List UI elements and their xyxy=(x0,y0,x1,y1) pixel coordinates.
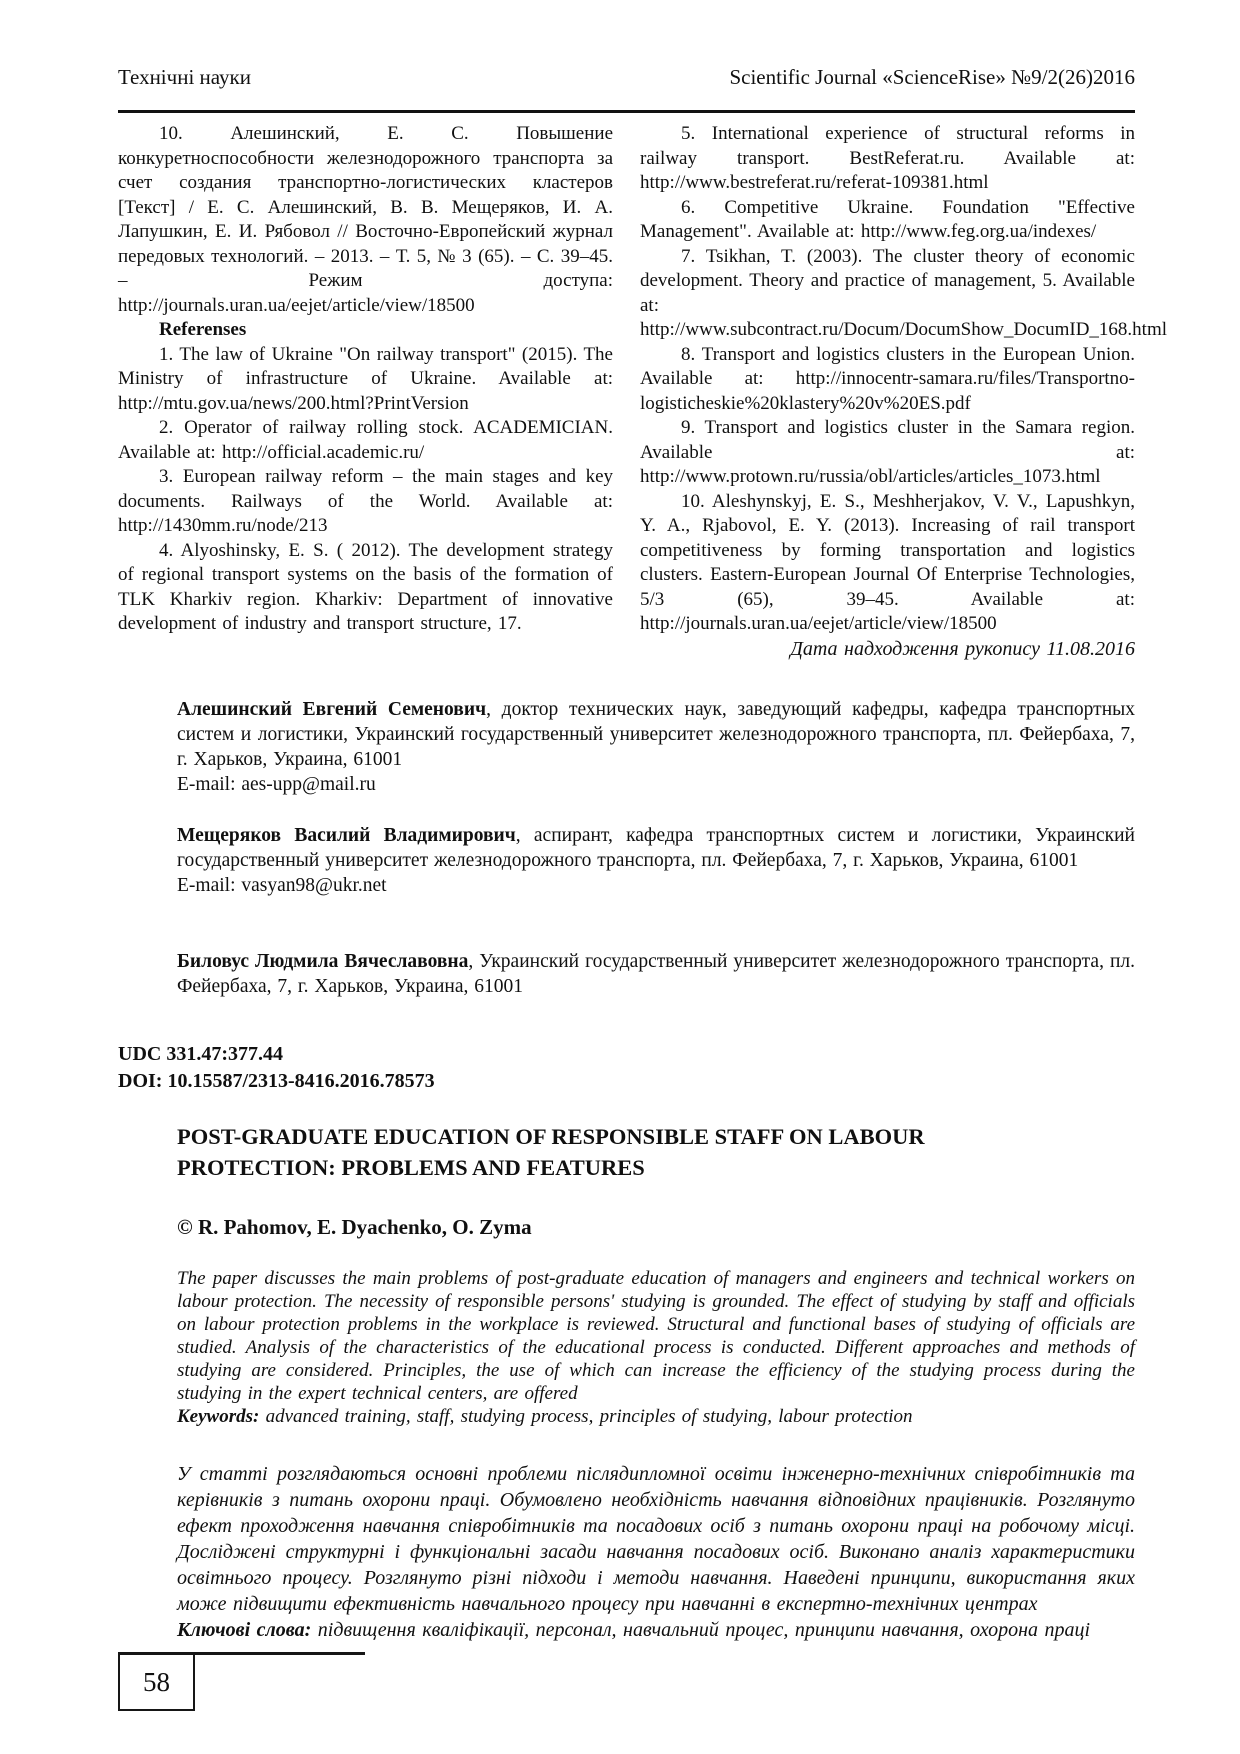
author-affiliation-1: , доктор технических наук, заведующий кафедры, кафедра транспортных систем и логистики, Украинский государственный университет железнодорожного транспорта, пл. Фейербаха, 7, г. Харьков, Украина, 61001 xyxy=(177,699,1135,770)
reference-item-ru-10: 10. Алешинский, Е. С. Повышение конкуретноспособности железнодорожного транспорта за счет создания транспортно-логистических кластеров [Текст] / Е. С. Алешинский, В. В. Мещеряков, И. А. Лапушкин, Е. И. Рябовол // Восточно-Европейский журнал передовых технологий. – 2013. – Т. 5, № 3 (65). – С. 39–45. – Режим доступа: http://journals.uran.ua/eejet/article/view/18500 xyxy=(118,123,613,316)
author-name-3: Биловус Людмила Вячеславовна xyxy=(177,951,469,972)
reference-item-6: 6. Competitive Ukraine. Foundation "Effective Management". Available at: http://www.feg.org.ua/indexes/ xyxy=(640,196,1135,242)
references-heading: Referenses xyxy=(159,319,247,340)
references-column-right xyxy=(640,122,1168,661)
page-header xyxy=(118,64,1135,113)
doi-code: DOI: 10.15587/2313-8416.2016.78573 xyxy=(118,1070,435,1092)
udc-code: UDC 331.47:377.44 xyxy=(118,1043,283,1065)
reference-item-8: 8. Transport and logistics clusters in the European Union. Available at: http://innocentr-samara.ru/files/Transportno-logisticheskie%20klastery%20v%20ES.pdf xyxy=(640,343,1135,414)
author-affiliation-2: , аспирант, кафедра транспортных систем и логистики, Украинский государственный университет железнодорожного транспорта, пл. Фейербаха, 7, г. Харьков, Украина, 61001 xyxy=(177,825,1135,871)
references-columns xyxy=(118,122,1168,661)
abstract-english-text: The paper discusses the main problems of post-graduate education of managers and engineers and technical workers on labour protection. The necessity of responsible persons' studying is grounded. The effect of studying by staff and officials on labour protection problems in the workplace is reviewed. Structural and functional bases of studying of officials are studied. Analysis of the characteristics of the educational process is conducted. Different approaches and methods of studying are considered. Principles, the use of which can increase the efficiency of the studying process during the studying in the expert technical centers, are offered xyxy=(177,1268,1135,1404)
author-block-2 xyxy=(177,823,1135,923)
abstract-ukrainian-text: У статті розглядаються основні проблеми післядипломної освіти інженерно-технічних співробітників та керівників з питань охорони праці. Обумовлено необхідність навчання відповідних працівників. Розглянуто ефект проходження навчання співробітників та посадових осіб з питань охорони праці на робочому місці. Досліджені структурні і функціональні засади навчання посадових осіб. Виконано аналіз характеристики освітнього процесу. Розглянуто різні підходи і методи навчання. Наведені принципи, використання яких може підвищити ефективність навчального процесу при навчанні в експертно-технічних центрах xyxy=(177,1463,1135,1615)
reference-item-4: 4. Alyoshinsky, E. S. ( 2012). The development strategy of regional transport systems on the basis of the formation of TLK Kharkiv region. Kharkiv: Department of innovative development of industry and transport structure, 17. xyxy=(118,539,613,634)
reference-item-9: 9. Transport and logistics cluster in the Samara region. Available at: http://www.protown.ru/russia/obl/articles/articles_1073.html xyxy=(640,417,1135,487)
abstract-ukrainian xyxy=(177,1461,1135,1643)
page-number-box xyxy=(118,1653,195,1711)
keywords-label-en: Keywords: xyxy=(177,1406,260,1427)
journal-title: Scientific Journal «ScienceRise» №9/2(26)2016 xyxy=(729,65,1135,89)
reference-item-3: 3. European railway reform – the main stages and key documents. Railways of the World. Available at: http://1430mm.ru/node/213 xyxy=(118,466,613,536)
author-email-1: E-mail: aes-upp@mail.ru xyxy=(177,774,376,795)
keywords-ukrainian: підвищення кваліфікації, персонал, навчальний процес, принципи навчання, охорона праці xyxy=(311,1619,1091,1641)
manuscript-date: Дата надходження рукопису 11.08.2016 xyxy=(790,637,1135,660)
references-column-left xyxy=(118,122,613,661)
author-email-2: E-mail: vasyan98@ukr.net xyxy=(177,875,387,896)
section-label: Технічні науки xyxy=(118,65,251,89)
keywords-english: advanced training, staff, studying process, principles of studying, labour protection xyxy=(259,1406,913,1427)
author-block-1 xyxy=(177,697,1135,797)
keywords-label-uk: Ключові слова: xyxy=(177,1619,312,1641)
article-title: POST-GRADUATE EDUCATION OF RESPONSIBLE STAFF ON LABOUR PROTECTION: PROBLEMS AND FEATURES xyxy=(177,1124,925,1180)
reference-item-10: 10. Aleshynskyj, E. S., Meshherjakov, V. V., Lapushkyn, Y. A., Rjabovol, E. Y. (2013). Increasing of rail transport competitiveness by forming transportation and logistics clusters. Eastern-European Journal Of Enterprise Technologies, 5/3 (65), 39–45. Available at: http://journals.uran.ua/eejet/article/view/18500 xyxy=(640,490,1135,634)
article-authors-line: © R. Pahomov, E. Dyachenko, O. Zyma xyxy=(177,1215,532,1239)
author-affiliation-3: , Украинский государственный университет железнодорожного транспорта, пл. Фейербаха, 7, г. Харьков, Украина, 61001 xyxy=(177,951,1135,997)
author-block-3 xyxy=(177,949,1135,999)
authors-section xyxy=(177,697,1135,999)
udc-doi-block xyxy=(118,1041,1135,1095)
reference-item-1: 1. The law of Ukraine "On railway transport" (2015). The Ministry of infrastructure of Ukraine. Available at: http://mtu.gov.ua/news/200.html?PrintVersion xyxy=(118,343,613,414)
author-name-2: Мещеряков Василий Владимирович xyxy=(177,825,516,846)
page-number: 58 xyxy=(143,1666,170,1697)
reference-item-2: 2. Operator of railway rolling stock. ACADEMICIAN. Available at: http://official.academic.ru/ xyxy=(118,417,613,463)
reference-item-7: 7. Tsikhan, T. (2003). The cluster theory of economic development. Theory and practice of management, 5. Available at: http://www.subcontract.ru/Docum/DocumShow_DocumID_168.html xyxy=(640,245,1168,340)
abstract-english xyxy=(177,1267,1135,1451)
reference-item-5: 5. International experience of structural reforms in railway transport. BestReferat.ru. Available at: http://www.bestreferat.ru/referat-109381.html xyxy=(640,123,1135,193)
author-name-1: Алешинский Евгений Семенович xyxy=(177,699,487,720)
